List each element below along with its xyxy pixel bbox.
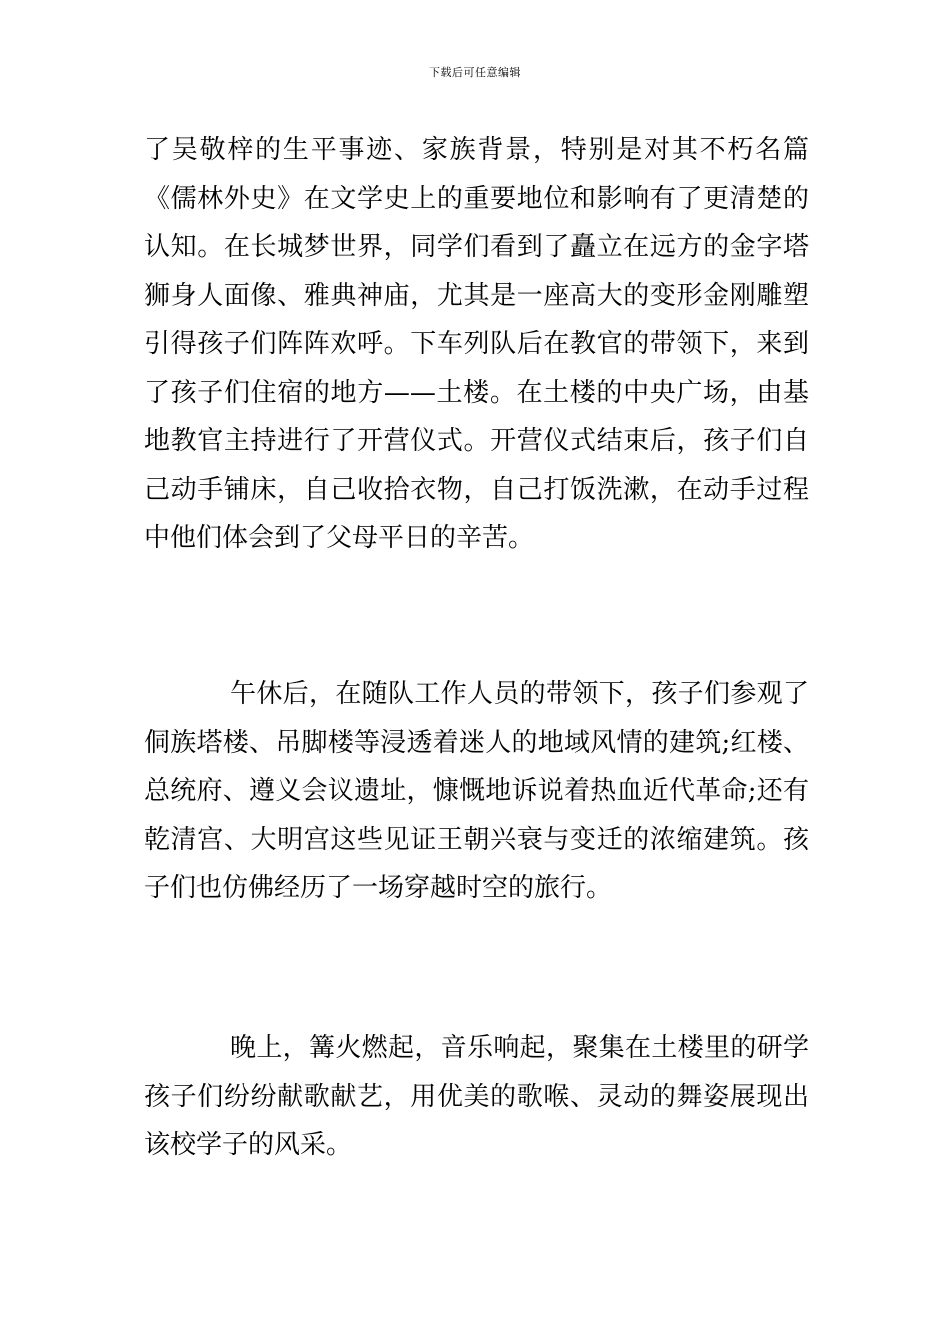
paragraph-line: 了吴敬梓的生平事迹、家族背景，特别是对其不朽名篇 [144, 135, 809, 165]
paragraph-2 [144, 670, 809, 913]
paragraph-line: 己动手铺床，自己收拾衣物，自己打饭洗漱，在动手过程 [144, 474, 809, 505]
paragraph-line: 总统府、遵义会议遗址，慷慨地诉说着热血近代革命;还有 [144, 776, 809, 806]
paragraph-line: 中他们体会到了父母平日的辛苦。 [144, 523, 535, 553]
paragraph-1 [144, 126, 809, 563]
paragraph-line: 《儒林外史》在文学史上的重要地位和影响有了更清楚的 [144, 183, 809, 214]
paragraph-line: 侗族塔楼、吊脚楼等浸透着迷人的地域风情的建筑;红楼、 [144, 727, 809, 758]
paragraph-line: 了孩子们住宿的地方——土楼。在土楼的中央广场，由基 [144, 377, 809, 408]
paragraph-line: 子们也仿佛经历了一场穿越时空的旅行。 [144, 873, 613, 903]
paragraph-line: 狮身人面像、雅典神庙，尤其是一座高大的变形金刚雕塑 [144, 280, 809, 311]
page-header: 下载后可任意编辑 [429, 66, 521, 79]
paragraph-line: 认知。在长城梦世界，同学们看到了矗立在远方的金字塔 [144, 232, 809, 262]
paragraph-3 [144, 1024, 809, 1170]
paragraph-line: 乾清宫、大明宫这些见证王朝兴衰与变迁的浓缩建筑。孩 [144, 824, 809, 855]
paragraph-line: 引得孩子们阵阵欢呼。下车列队后在教官的带领下，来到 [144, 329, 809, 359]
paragraph-line: 晚上，篝火燃起，音乐响起，聚集在土楼里的研学 [230, 1033, 809, 1063]
paragraph-line: 地教官主持进行了开营仪式。开营仪式结束后，孩子们自 [144, 426, 809, 456]
paragraph-line: 午休后，在随队工作人员的带领下，孩子们参观了 [230, 679, 809, 709]
paragraph-line: 孩子们纷纷献歌献艺，用优美的歌喉、灵动的舞姿展现出 [144, 1081, 809, 1112]
paragraph-line: 该校学子的风采。 [144, 1130, 353, 1160]
